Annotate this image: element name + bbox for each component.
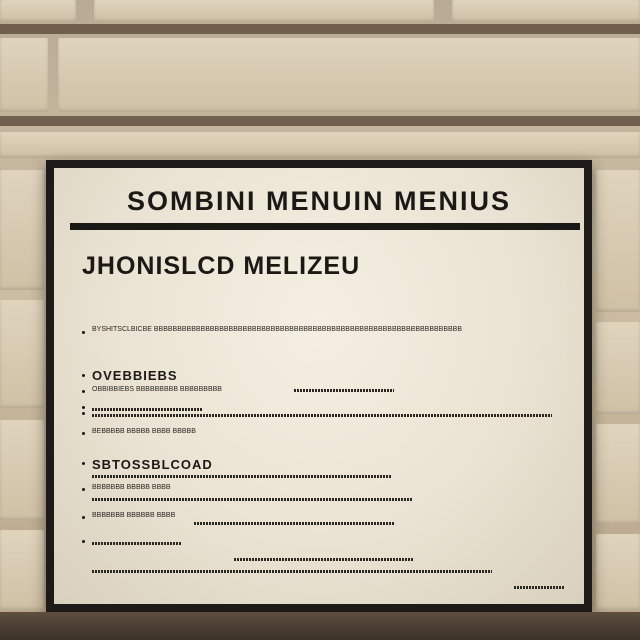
menu-line-fill: [92, 570, 492, 573]
menu-line-fill: [294, 389, 394, 392]
bullet: [82, 488, 85, 491]
brick: [58, 38, 640, 112]
brick: [452, 0, 640, 22]
brick: [0, 0, 76, 22]
brick: [0, 530, 44, 610]
menu-line: BBBBBBB BBBBBB BBBB: [92, 512, 176, 519]
brick: [596, 534, 640, 610]
brick: [94, 0, 434, 22]
brick: [0, 132, 640, 158]
menu-line: BYSHITSCLBICBE BBBBBBBBBBBBBBBBBBBBBBBBBBBBBBBBBBBBBBBBBBBBBBBBBBBBBBBBBBBBBBBBBB: [92, 326, 463, 333]
bullet: [82, 540, 85, 543]
bullet: [82, 331, 85, 334]
brick: [0, 420, 44, 520]
brick: [596, 424, 640, 524]
brick: [0, 300, 44, 408]
menu-board: [46, 160, 592, 612]
menu-panel: [54, 168, 584, 604]
menu-line-fill: [92, 498, 412, 501]
menu-line-fill: [92, 475, 392, 478]
menu-line-fill: [92, 414, 552, 417]
section-heading: OVEBBIEBS: [92, 368, 178, 383]
bullet: [82, 374, 85, 377]
menu-line: OBBIBBIEBS BBBBBBBBB BBBBBBBBB: [92, 386, 222, 393]
menu-line: BEBBBBB BBBBB BBBB BBBBB: [92, 428, 196, 435]
brick: [0, 38, 48, 112]
title-rule: [70, 223, 580, 230]
section-heading: SBTOSSBLCOAD: [92, 457, 213, 472]
mortar-line: [0, 24, 640, 34]
menu-line-fill: [92, 542, 182, 545]
floor-edge: [0, 612, 640, 640]
menu-line-fill: [194, 522, 394, 525]
menu-line-fill: [92, 408, 202, 411]
bullet: [82, 390, 85, 393]
bullet: [82, 432, 85, 435]
menu-line: BBBBBBB BBBBB BBBB: [92, 484, 171, 491]
mortar-line: [0, 116, 640, 126]
sign-subtitle: JHONISLCD MELIZEU: [82, 252, 361, 280]
brick: [596, 322, 640, 414]
brick: [0, 170, 44, 290]
sign-title: SOMBINI MENUIN MENIUS: [126, 186, 511, 216]
menu-line-fill: [234, 558, 414, 561]
bullet: [82, 462, 85, 465]
brick: [596, 170, 640, 312]
bullet: [82, 412, 85, 415]
menu-line-fill: [514, 586, 564, 589]
bullet: [82, 406, 85, 409]
bullet: [82, 516, 85, 519]
